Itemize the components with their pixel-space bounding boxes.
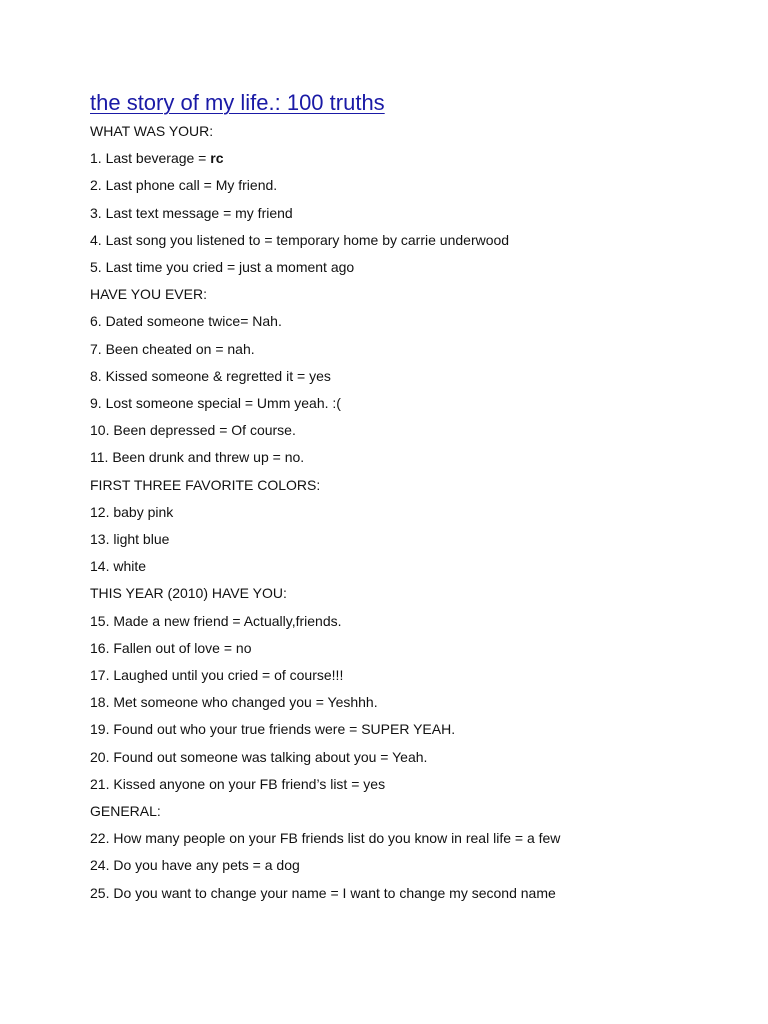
truth-item	[90, 716, 750, 743]
truth-text: 18. Met someone who changed you = Yeshhh.	[90, 694, 378, 711]
truth-text: GENERAL:	[90, 803, 161, 820]
truth-text: 6. Dated someone twice= Nah.	[90, 313, 282, 330]
section-heading	[90, 118, 750, 145]
section-heading	[90, 798, 750, 825]
truth-text: 3. Last text message = my friend	[90, 204, 293, 221]
truth-text: 15. Made a new friend = Actually,friends.	[90, 612, 342, 629]
truth-text: 5. Last time you cried = just a moment ago	[90, 259, 355, 276]
truth-item	[90, 608, 750, 635]
truth-item	[90, 417, 750, 444]
truth-item	[90, 336, 750, 363]
truth-text: FIRST THREE FAVORITE COLORS:	[90, 476, 321, 493]
truth-text: 11. Been drunk and threw up = no.	[90, 449, 305, 466]
truth-item	[90, 689, 750, 716]
truth-text: 19. Found out who your true friends were = SUPER YEAH.	[90, 721, 456, 738]
truth-text: 4. Last song you listened to = temporary home by carrie underwood	[90, 231, 510, 248]
truth-item	[90, 200, 750, 227]
truth-text: 22. How many people on your FB friends list do you know in real life = a few	[90, 830, 561, 847]
truth-text: 1. Last beverage =	[90, 150, 211, 167]
truth-text: 8. Kissed someone & regretted it = yes	[90, 367, 331, 384]
truth-text: HAVE YOU EVER:	[90, 286, 207, 303]
truth-text: 10. Been depressed = Of course.	[90, 422, 296, 439]
truth-item	[90, 499, 750, 526]
truth-text: 21. Kissed anyone on your FB friend’s list = yes	[90, 775, 386, 792]
truth-text: 2. Last phone call = My friend.	[90, 177, 278, 194]
truth-item	[90, 744, 750, 771]
truth-item	[90, 825, 750, 852]
truth-text: 25. Do you want to change your name = I want to change my second name	[90, 884, 556, 901]
truth-text: 16. Fallen out of love = no	[90, 639, 252, 656]
truth-text: 9. Lost someone special = Umm yeah. :(	[90, 395, 341, 412]
truth-item	[90, 363, 750, 390]
section-heading	[90, 580, 750, 607]
truth-text: 17. Laughed until you cried = of course!!!	[90, 667, 344, 684]
truth-text: 7. Been cheated on = nah.	[90, 340, 255, 357]
truth-text: 14. white	[90, 558, 147, 575]
truths-list	[90, 118, 750, 907]
truth-text: WHAT WAS YOUR:	[90, 123, 214, 139]
truth-item	[90, 145, 750, 172]
truth-text: 20. Found out someone was talking about you = Yeah.	[90, 748, 428, 765]
truth-item	[90, 390, 750, 417]
truth-item	[90, 852, 750, 879]
truth-item	[90, 526, 750, 553]
truth-text: THIS YEAR (2010) HAVE YOU:	[90, 585, 287, 602]
document-page	[90, 88, 750, 907]
truth-answer-bold: rc	[210, 150, 224, 167]
truth-text: 12. baby pink	[90, 503, 174, 520]
truth-item	[90, 635, 750, 662]
truth-text: 13. light blue	[90, 531, 170, 548]
truth-item	[90, 254, 750, 281]
document-title-link[interactable]: the story of my life.: 100 truths	[90, 90, 385, 115]
truth-item	[90, 227, 750, 254]
truth-item	[90, 172, 750, 199]
truth-item	[90, 880, 750, 907]
truth-item	[90, 444, 750, 471]
truth-text: 24. Do you have any pets = a dog	[90, 857, 300, 874]
truth-item	[90, 662, 750, 689]
section-heading	[90, 472, 750, 499]
truth-item	[90, 553, 750, 580]
section-heading	[90, 281, 750, 308]
truth-item	[90, 308, 750, 335]
truth-item	[90, 771, 750, 798]
